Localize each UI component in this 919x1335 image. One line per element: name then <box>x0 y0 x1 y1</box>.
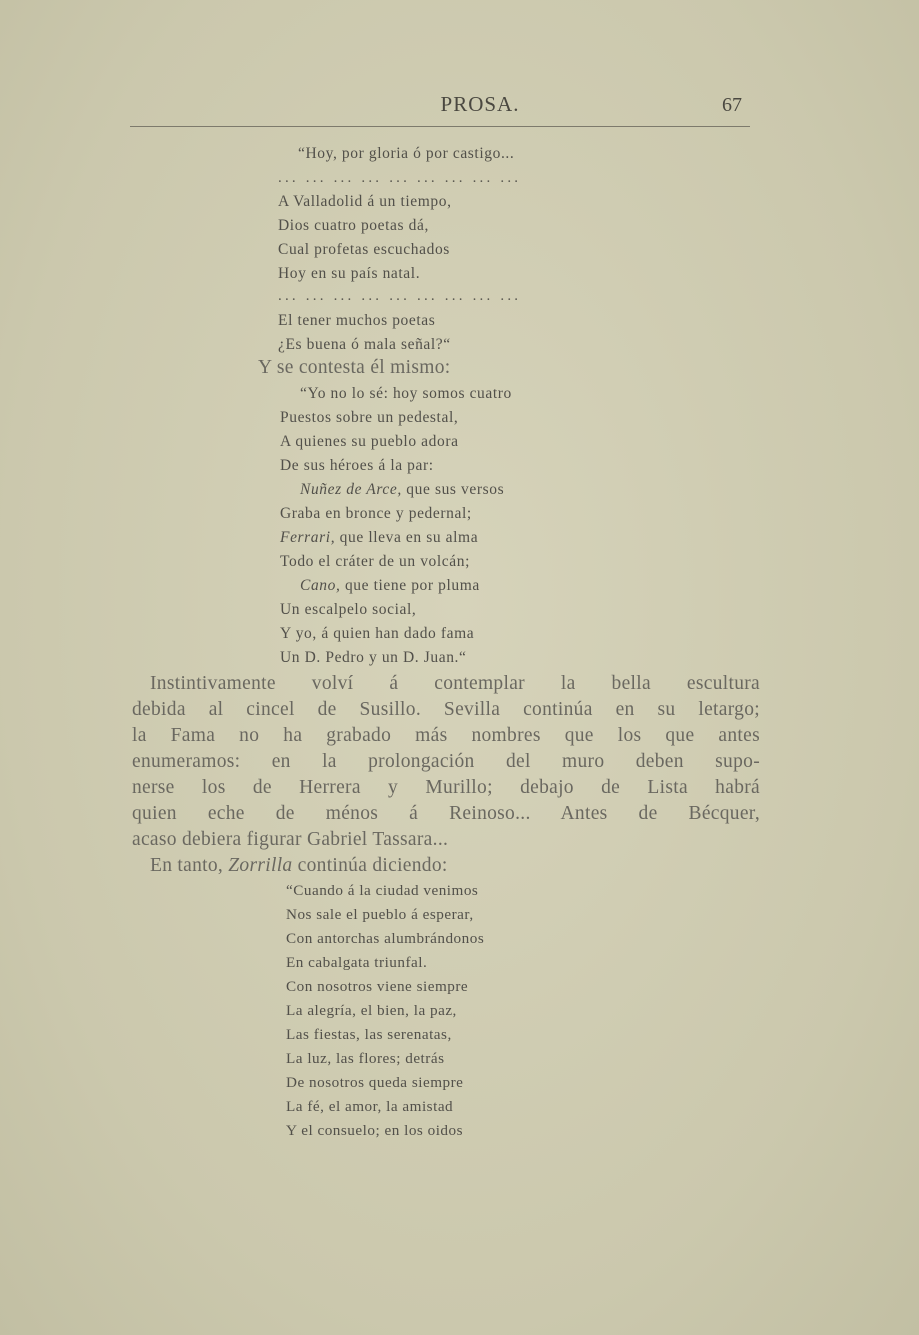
verse-line: La alegría, el bien, la paz, <box>286 1002 457 1019</box>
section-title: PROSA. <box>440 92 520 116</box>
verse-line: Y yo, á quien han dado fama <box>280 625 475 642</box>
verse-line: A quienes su pueblo adora <box>280 433 459 450</box>
verse-line: “Yo no lo sé: hoy somos cuatro <box>300 385 512 402</box>
prose-line: la Fama no ha grabado más nombres que los que antes <box>132 725 760 746</box>
verse-line: Todo el cráter de un volcán; <box>280 553 471 570</box>
verse-text: que tiene por pluma <box>340 577 480 594</box>
verse-line: Y el consuelo; en los oidos <box>286 1122 464 1139</box>
page-number: 67 <box>722 94 742 116</box>
running-head <box>130 92 750 127</box>
ellipsis-line: ... ... ... ... ... ... ... ... ... <box>278 288 522 304</box>
prose-line: enumeramos: en la prolongación del muro deben supo- <box>132 751 760 772</box>
verse-text: que lleva en su alma <box>335 529 479 546</box>
prose-line: Y se contesta él mismo: <box>258 357 451 378</box>
verse-line: Con nosotros viene siempre <box>286 978 469 995</box>
verse-line: De nosotros queda siempre <box>286 1074 464 1091</box>
verse-line: Un D. Pedro y un D. Juan.“ <box>280 649 467 666</box>
verse-line: En cabalgata triunfal. <box>286 954 428 971</box>
verse-line: Nos sale el pueblo á esperar, <box>286 906 474 923</box>
prose-line: acaso debiera figurar Gabriel Tassara... <box>132 829 449 850</box>
verse-line: “Cuando á la ciudad venimos <box>286 882 479 899</box>
verse-line <box>300 577 480 595</box>
prose-line: Instintivamente volví á contemplar la bella escultura <box>150 673 760 694</box>
verse-line: Dios cuatro poetas dá, <box>278 217 429 234</box>
poet-name: Cano, <box>300 577 341 594</box>
verse-line <box>300 481 504 499</box>
verse-line: Un escalpelo social, <box>280 601 417 618</box>
verse-line: Graba en bronce y pedernal; <box>280 505 472 522</box>
verse-line: Puestos sobre un pedestal, <box>280 409 459 426</box>
verse-line: A Valladolid á un tiempo, <box>278 193 452 210</box>
verse-line: Cual profetas escuchados <box>278 241 450 258</box>
verse-line: Hoy en su país natal. <box>278 265 421 282</box>
poet-name: Zorrilla <box>228 855 293 876</box>
prose-line: nerse los de Herrera y Murillo; debajo de Lista habrá <box>132 777 760 798</box>
prose-text: En tanto, <box>150 855 229 876</box>
verse-line: La fé, el amor, la amistad <box>286 1098 454 1115</box>
prose-line: quien eche de ménos á Reinoso... Antes de Bécquer, <box>132 803 760 824</box>
verse-line: “Hoy, por gloria ó por castigo... <box>298 145 515 162</box>
verse-line: De sus héroes á la par: <box>280 457 434 474</box>
prose-line: debida al cincel de Susillo. Sevilla continúa en su letargo; <box>132 699 760 720</box>
prose-text: continúa diciendo: <box>292 855 448 876</box>
verse-line: ¿Es buena ó mala señal?“ <box>278 336 451 353</box>
poet-name: Ferrari, <box>280 529 336 546</box>
verse-line: Con antorchas alumbrándonos <box>286 930 485 947</box>
poet-name: Nuñez de Arce, <box>300 481 402 498</box>
ellipsis-line: ... ... ... ... ... ... ... ... ... <box>278 170 522 186</box>
verse-line: El tener muchos poetas <box>278 312 436 329</box>
verse-line: Las fiestas, las serenatas, <box>286 1026 452 1043</box>
prose-line <box>150 855 448 877</box>
verse-text: que sus versos <box>401 481 505 498</box>
verse-line: La luz, las flores; detrás <box>286 1050 445 1067</box>
verse-line <box>280 529 478 547</box>
